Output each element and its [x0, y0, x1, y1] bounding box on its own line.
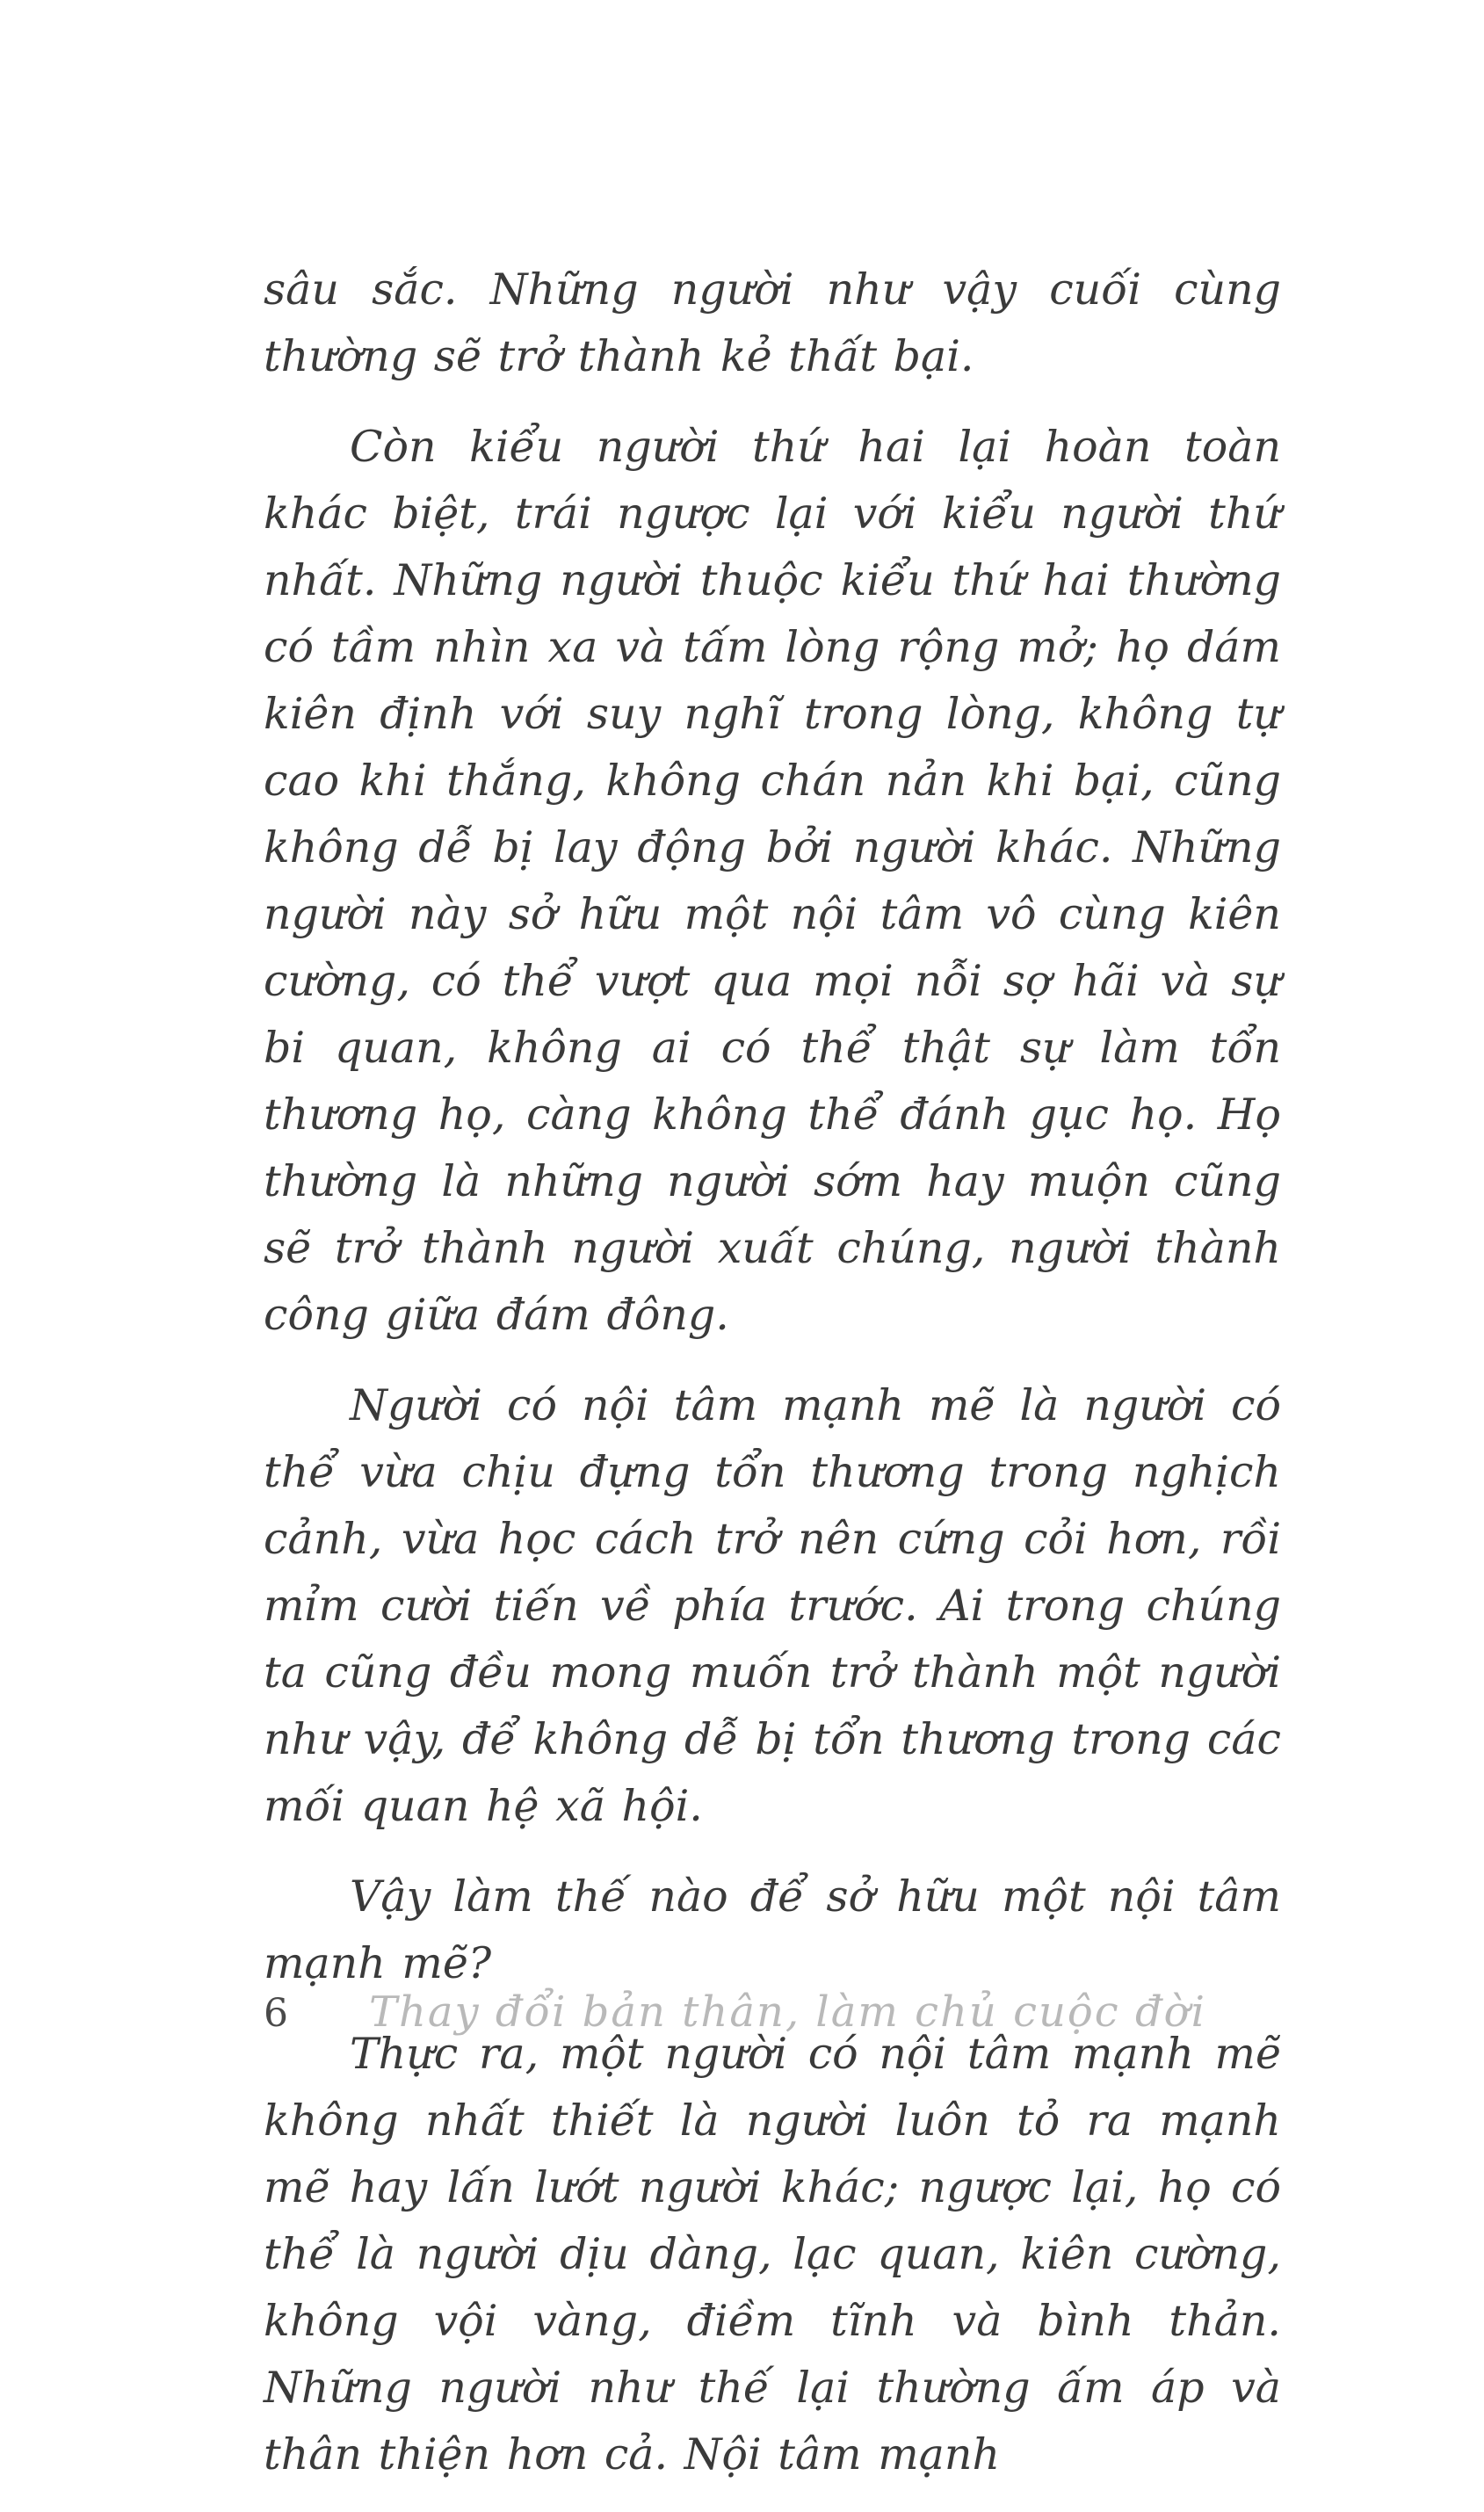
page-footer — [264, 1987, 1281, 2037]
paragraph: Còn kiểu người thứ hai lại hoàn toàn khác biệt, trái ngược lại với kiểu người thứ nhất. Những người thuộc kiểu thứ hai thường có tầm nhìn xa và tấm lòng rộng mở; họ dám kiên định với suy nghĩ trong lòng, không tự cao khi thắng, không chán nản khi bại, cũng không dễ bị lay động bởi người khác. Những người này sở hữu một nội tâm vô cùng kiên cường, có thể vượt qua mọi nỗi sợ hãi và sự bi quan, không ai có thể thật sự làm tổn thương họ, càng không thể đánh gục họ. Họ thường là những người sớm hay muộn cũng sẽ trở thành người xuất chúng, người thành công giữa đám đông. — [264, 422, 1281, 1340]
running-title: Thay đổi bản thân, làm chủ cuộc đời — [369, 1987, 1206, 2037]
paragraph: Người có nội tâm mạnh mẽ là người có thể vừa chịu đựng tổn thương trong nghịch cảnh, vừa học cách trở nên cứng cỏi hơn, rồi mỉm cười tiến về phía trước. Ai trong chúng ta cũng đều mong muốn trở thành một người như vậy, để không dễ bị tổn thương trong các mối quan hệ xã hội. — [264, 1380, 1281, 1831]
paragraph: Thực ra, một người có nội tâm mạnh mẽ không nhất thiết là người luôn tỏ ra mạnh mẽ hay lấn lướt người khác; ngược lại, họ có thể là người dịu dàng, lạc quan, kiên cường, không vội vàng, điềm tĩnh và bình thản. Những người như thế lại thường ấm áp và thân thiện hơn cả. Nội tâm mạnh — [264, 2029, 1281, 2479]
paragraph: Vậy làm thế nào để sở hữu một nội tâm mạnh mẽ? — [264, 1871, 1281, 1988]
paragraph: sâu sắc. Những người như vậy cuối cùng thường sẽ trở thành kẻ thất bại. — [264, 264, 1281, 381]
page-number: 6 — [264, 1991, 288, 2036]
body-text — [264, 257, 1281, 2512]
